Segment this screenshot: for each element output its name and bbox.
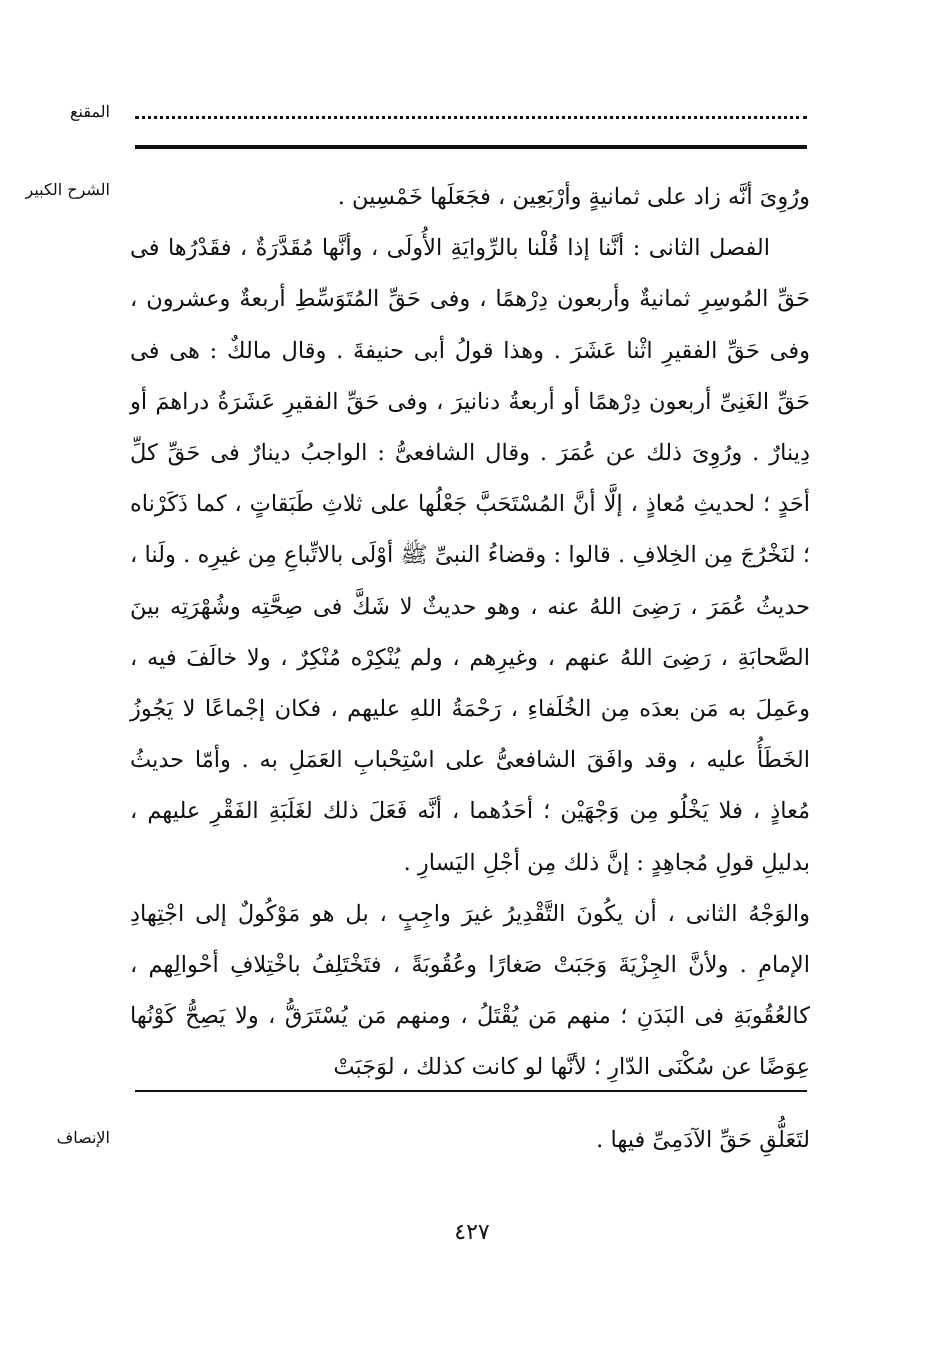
insaf-text: لتَعَلُّقِ حَقِّ الآدَمِىِّ فيها .	[596, 1127, 810, 1153]
insaf-label: الإنصاف	[56, 1128, 110, 1147]
main-text-block	[130, 172, 810, 1094]
footer-rule	[135, 1090, 807, 1092]
commentary-label: الشرح الكبير	[25, 180, 110, 199]
paragraph-2: الفصل الثانى : أنَّنا إذا قُلْنا بالرِّوايَةِ الأُولَى ، وأنَّها مُقَدَّرَةٌ ، فقَدْرُها فى حَقِّ المُوسِرِ ثمانيةٌ وأربعون دِرْهمًا ، وفى حَقِّ المُتَوَسِّطِ أربعةٌ وعشرون ، وفى حَقِّ الفقيرِ اثْنا عَشَرَ . وهذا قولُ أبى حنيفةَ . وقال مالكٌ : هى فى حَقِّ الغَنِىِّ أربعون دِرْهمًا أو أربعةُ دنانيرَ ، وفى حَقِّ الفقيرِ عَشَرَةُ دراهمَ أو دِينارٌ . ورُوِىَ ذلك عن عُمَرَ . وقال الشافعىُّ : الواجبُ دينارٌ فى حَقِّ كلِّ أحَدٍ ؛ لحديثِ مُعاذٍ ، إلَّا أنَّ المُسْتَحَبَّ جَعْلُها على ثلاثِ طَبَقاتٍ ، كما ذَكَرْناه ؛ لنَخْرُجَ مِن الخِلافِ . قالوا : وقضاءُ النبىِّ ﷺ أوْلَى بالاتِّباعِ مِن غيرِه . ولَنا ، حديثُ عُمَرَ ، رَضِىَ اللهُ عنه ، وهو حديثٌ لا شَكَّ فى صِحَّتِه وشُهْرَتِه بينَ الصَّحابَةِ ، رَضِىَ اللهُ عنهم ، وغيرِهم ، ولم يُنْكِرْه مُنْكِرٌ ، ولا خالَفَ فيه ، وعَمِلَ به مَن بعدَه مِن الخُلَفاءِ ، رَحْمَةُ اللهِ عليهم ، فكان إجْماعًا لا يَجُوزُ الخَطَأُ عليه ، وقد وافَقَ الشافعىُّ على اسْتِحْبابِ العَمَلِ به . وأمّا حديثُ مُعاذٍ ، فلا يَخْلُو مِن وَجْهَيْن ؛ أحَدُهما ، أنَّه فَعَلَ ذلك لغَلَبَةِ الفَقْرِ عليهم ، بدليلِ قولِ مُجاهِدٍ : إنَّ ذلك مِن أجْلِ اليَسارِ .	[130, 235, 810, 876]
page-number: ٤٢٧	[454, 1220, 490, 1245]
paragraph-1: ورُوِىَ أنَّه زاد على ثمانيةٍ وأرْبَعِين ، فجَعَلَها خَمْسِين .	[337, 184, 810, 210]
header-dotted-line	[135, 116, 807, 119]
book-title-label: المقنع	[69, 102, 110, 121]
paragraph-3: والوَجْهُ الثانى ، أن يكُونَ التَّقْدِيرُ غيرَ واجِبٍ ، بل هو مَوْكُولٌ إلى اجْتِهادِ الإمامِ . ولأنَّ الجِزْيَةَ وَجَبَتْ صَغارًا وعُقُوبَةً ، فتَخْتَلِفُ باخْتِلافِ أحْوالِهم ، كالعُقُوبَةِ فى البَدَنِ ؛ منهم مَن يُقْتَلُ ، ومنهم مَن يُسْتَرَقُّ ، ولا يَصِحُّ كَوْنُها عِوَضًا عن سُكْنَى الدّارِ ؛ لأنَّها لو كانت كذلك ، لوَجَبَتْ	[130, 900, 810, 1081]
header-rule	[135, 145, 807, 149]
